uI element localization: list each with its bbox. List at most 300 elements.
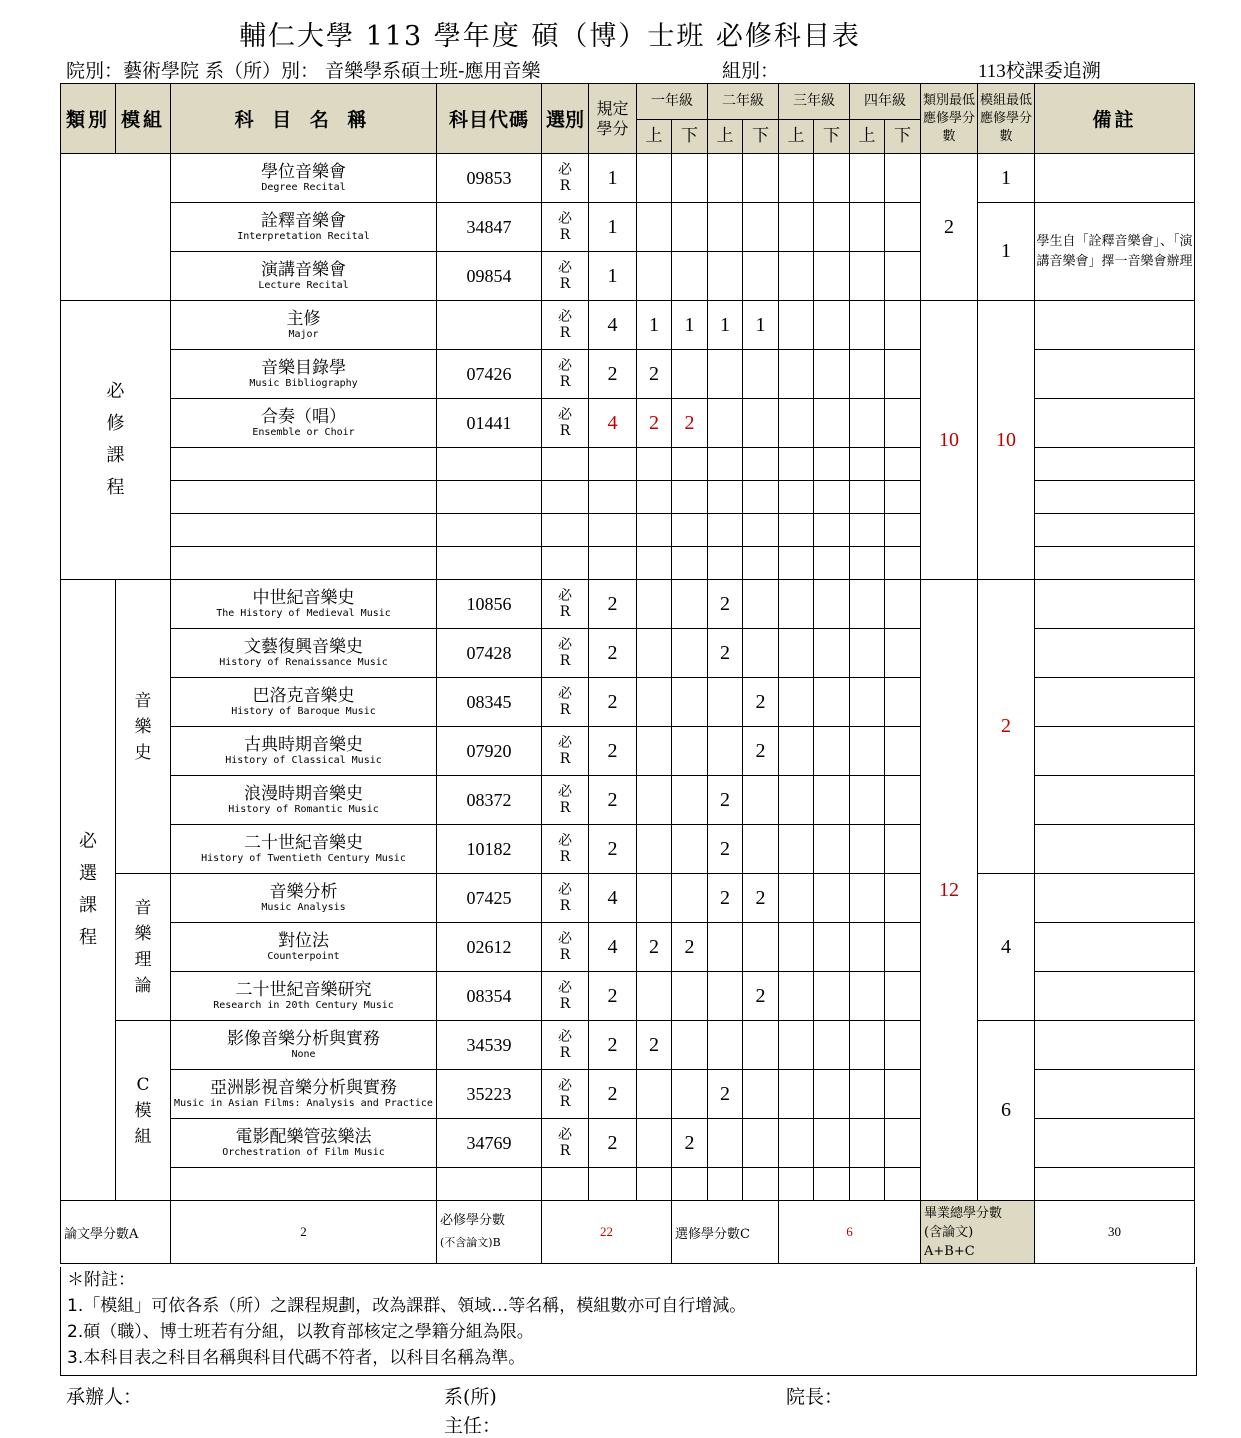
course-table — [60, 83, 1195, 1264]
remark-cell — [1035, 629, 1195, 678]
select-cell — [542, 727, 589, 776]
course-name-cell — [171, 252, 437, 301]
course-code — [437, 301, 542, 350]
semester-credit — [850, 1070, 885, 1119]
semester-credit — [672, 203, 708, 252]
select-cell — [542, 629, 589, 678]
semester-credit — [672, 776, 708, 825]
semester-credit: 2 — [708, 874, 743, 923]
empty-cell — [437, 448, 542, 481]
course-name-en: Music in Asian Films: Analysis and Practice — [174, 1098, 433, 1109]
semester-credit — [814, 252, 850, 301]
semester-credit — [885, 399, 921, 448]
semester-credit — [814, 350, 850, 399]
semester-credit — [743, 350, 779, 399]
required-sub: (不含論文)B — [440, 1236, 501, 1249]
table-row — [61, 203, 1195, 252]
semester-credit — [885, 1070, 921, 1119]
semester-credit — [637, 776, 672, 825]
course-name-cell — [171, 580, 437, 629]
header-year1: 一年級 — [637, 84, 708, 120]
header-course-code: 科目代碼 — [437, 84, 542, 154]
empty-cell — [708, 448, 743, 481]
course-code: 08372 — [437, 776, 542, 825]
header-select: 選別 — [542, 84, 589, 154]
semester-credit — [814, 1021, 850, 1070]
page-title: 輔仁大學 113 學年度 碩（博）士班 必修科目表 — [239, 21, 861, 52]
course-name-en: Music Bibliography — [249, 378, 358, 389]
course-code: 01441 — [437, 399, 542, 448]
compulsory-cat-min: 10 — [921, 301, 978, 580]
semester-credit — [743, 1070, 779, 1119]
empty-cell — [708, 481, 743, 514]
course-credits: 2 — [589, 580, 637, 629]
course-code: 10856 — [437, 580, 542, 629]
semester-credit — [779, 678, 814, 727]
semester-credit — [814, 1070, 850, 1119]
semester-credit — [637, 580, 672, 629]
committee-stamp: 113校課委追溯 — [978, 61, 1101, 82]
course-credits: 2 — [589, 776, 637, 825]
semester-credit — [850, 776, 885, 825]
semester-credit — [814, 629, 850, 678]
empty-cell — [171, 1168, 437, 1201]
course-credits: 2 — [589, 678, 637, 727]
semester-credit — [779, 350, 814, 399]
empty-cell — [743, 481, 779, 514]
compulsory-section-label — [61, 301, 171, 580]
semester-credit — [637, 252, 672, 301]
remark-cell — [1035, 514, 1195, 547]
table-row — [61, 580, 1195, 629]
note-item: 1.「模組」可依各系（所）之課程規劃，改為課群、領域…等名稱，模組數亦可自行增減。 — [67, 1296, 747, 1316]
empty-cell — [885, 448, 921, 481]
empty-cell — [171, 547, 437, 580]
header-mod-min: 模組最低應修學分數 — [978, 84, 1035, 154]
course-code: 02612 — [437, 923, 542, 972]
semester-credit — [814, 825, 850, 874]
empty-cell — [672, 481, 708, 514]
course-credits: 4 — [589, 923, 637, 972]
course-name-cell — [171, 1070, 437, 1119]
semester-credit — [885, 1119, 921, 1168]
course-name: 音樂目錄學 — [261, 358, 346, 378]
semester-credit — [814, 580, 850, 629]
semester-credit — [850, 154, 885, 203]
semester-credit — [850, 825, 885, 874]
semester-credit — [708, 203, 743, 252]
course-name-cell — [171, 1021, 437, 1070]
header-course-name: 科 目 名 稱 — [171, 84, 437, 154]
semester-credit: 1 — [637, 301, 672, 350]
select-cell — [542, 252, 589, 301]
empty-cell — [779, 448, 814, 481]
section-label: 必選課程 — [79, 831, 97, 948]
semester-credit — [779, 727, 814, 776]
semester-credit — [779, 154, 814, 203]
select-type: 必R — [558, 637, 572, 669]
semester-credit — [637, 154, 672, 203]
select-type: 必R — [558, 980, 572, 1012]
elective-section-label — [61, 580, 116, 1201]
course-name-cell — [171, 972, 437, 1021]
course-name-en: Interpretation Recital — [237, 231, 370, 242]
course-name-en: The History of Medieval Music — [216, 608, 391, 619]
remark-cell — [1035, 1119, 1195, 1168]
course-name-en: History of Baroque Music — [231, 706, 376, 717]
empty-cell — [779, 547, 814, 580]
semester-credit — [814, 203, 850, 252]
course-name-cell — [171, 874, 437, 923]
course-name-cell — [171, 825, 437, 874]
semester-credit — [850, 399, 885, 448]
course-credits: 2 — [589, 727, 637, 776]
empty-cell — [779, 481, 814, 514]
semester-credit — [743, 923, 779, 972]
empty-cell — [743, 1168, 779, 1201]
semester-credit — [885, 727, 921, 776]
semester-credit — [885, 776, 921, 825]
semester-credit — [885, 825, 921, 874]
header-remarks: 備註 — [1035, 84, 1195, 154]
select-type: 必R — [558, 162, 572, 194]
course-name-cell — [171, 350, 437, 399]
semester-credit: 2 — [708, 629, 743, 678]
semester-credit: 2 — [708, 776, 743, 825]
table-row — [61, 301, 1195, 350]
course-name-en: History of Twentieth Century Music — [201, 853, 406, 864]
signature-dept: 系(所) — [444, 1386, 497, 1408]
module-label — [116, 874, 171, 1021]
select-cell — [542, 350, 589, 399]
select-type: 必R — [558, 686, 572, 718]
module-label — [116, 580, 171, 874]
course-name-cell — [171, 678, 437, 727]
semester-credit — [779, 399, 814, 448]
course-name-en: Ensemble or Choir — [252, 427, 355, 438]
course-name-cell — [171, 154, 437, 203]
select-cell — [542, 678, 589, 727]
header-y4-lower: 下 — [885, 120, 921, 154]
semester-credit — [637, 1119, 672, 1168]
header-module: 模組 — [116, 84, 171, 154]
table-row — [61, 154, 1195, 203]
semester-credit — [743, 154, 779, 203]
semester-credit — [672, 154, 708, 203]
course-code: 07426 — [437, 350, 542, 399]
empty-cell — [779, 1168, 814, 1201]
remark-cell — [1035, 727, 1195, 776]
header-y4-upper: 上 — [850, 120, 885, 154]
semester-credit: 2 — [708, 1070, 743, 1119]
select-cell — [542, 301, 589, 350]
signature-handler: 承辦人： — [66, 1386, 143, 1408]
elective-credits-value: 6 — [779, 1201, 921, 1264]
course-credits: 2 — [589, 629, 637, 678]
section-label: 音樂史 — [134, 690, 152, 763]
semester-credit — [885, 350, 921, 399]
course-credits: 1 — [589, 203, 637, 252]
select-cell — [542, 580, 589, 629]
course-name-en: Degree Recital — [261, 182, 346, 193]
semester-credit — [885, 874, 921, 923]
semester-credit — [885, 301, 921, 350]
semester-credit — [708, 399, 743, 448]
elective-cat-min: 12 — [921, 580, 978, 1201]
semester-credit — [708, 678, 743, 727]
remark-cell — [1035, 776, 1195, 825]
semester-credit — [743, 203, 779, 252]
semester-credit — [885, 580, 921, 629]
semester-credit: 2 — [743, 874, 779, 923]
semester-credit — [850, 923, 885, 972]
thesis-credits-label: 論文學分數A — [61, 1201, 171, 1264]
semester-credit — [779, 923, 814, 972]
course-credits: 4 — [589, 399, 637, 448]
empty-cell — [814, 481, 850, 514]
select-cell — [542, 399, 589, 448]
semester-credit — [743, 252, 779, 301]
semester-credit: 2 — [672, 1119, 708, 1168]
empty-cell — [637, 514, 672, 547]
semester-credit: 1 — [743, 301, 779, 350]
semester-credit — [814, 972, 850, 1021]
select-type: 必R — [558, 309, 572, 341]
empty-cell — [885, 514, 921, 547]
semester-credit — [672, 580, 708, 629]
empty-cell — [672, 514, 708, 547]
course-credits: 2 — [589, 972, 637, 1021]
empty-cell — [708, 1168, 743, 1201]
select-cell — [542, 874, 589, 923]
course-name-cell — [171, 776, 437, 825]
semester-credit — [779, 301, 814, 350]
semester-credit — [850, 972, 885, 1021]
course-name-cell — [171, 923, 437, 972]
course-code: 08345 — [437, 678, 542, 727]
module-min-credits: 6 — [978, 1021, 1035, 1201]
compulsory-mod-min: 10 — [978, 301, 1035, 580]
empty-cell — [437, 547, 542, 580]
empty-cell — [850, 1168, 885, 1201]
empty-cell — [437, 1168, 542, 1201]
table-row — [61, 1021, 1195, 1070]
select-cell — [542, 1070, 589, 1119]
course-name: 合奏（唱） — [261, 407, 346, 427]
semester-credit — [637, 825, 672, 874]
course-name: 二十世紀音樂研究 — [235, 980, 372, 1000]
semester-credit: 2 — [637, 1021, 672, 1070]
empty-cell — [850, 448, 885, 481]
empty-cell — [814, 514, 850, 547]
recital-mod-min-2: 1 — [978, 203, 1035, 301]
semester-credit: 1 — [708, 301, 743, 350]
empty-cell — [885, 1168, 921, 1201]
college-dept-label: 院別：藝術學院 系（所）別： 音樂學系碩士班-應用音樂 — [66, 60, 541, 82]
header-y1-upper: 上 — [637, 120, 672, 154]
select-type: 必R — [558, 211, 572, 243]
header-year2: 二年級 — [708, 84, 779, 120]
empty-cell — [708, 514, 743, 547]
empty-cell — [542, 448, 589, 481]
semester-credit — [637, 874, 672, 923]
semester-credit — [637, 629, 672, 678]
empty-cell — [637, 1168, 672, 1201]
signature-dean: 院長： — [786, 1386, 844, 1408]
semester-credit — [637, 203, 672, 252]
semester-credit — [708, 923, 743, 972]
empty-cell — [542, 514, 589, 547]
course-credits: 1 — [589, 154, 637, 203]
semester-credit — [885, 252, 921, 301]
course-code: 34539 — [437, 1021, 542, 1070]
course-name: 對位法 — [278, 931, 329, 951]
header-year3: 三年級 — [779, 84, 850, 120]
semester-credit — [779, 252, 814, 301]
select-type: 必R — [558, 1029, 572, 1061]
semester-credit — [637, 678, 672, 727]
semester-credit — [850, 350, 885, 399]
semester-credit: 2 — [743, 678, 779, 727]
course-name-en: Lecture Recital — [258, 280, 349, 291]
semester-credit — [637, 1070, 672, 1119]
note-item: 2.碩（職）、博士班若有分組，以教育部核定之學籍分組為限。 — [67, 1322, 534, 1342]
course-credits: 4 — [589, 301, 637, 350]
semester-credit — [814, 301, 850, 350]
semester-credit — [708, 350, 743, 399]
remark-cell — [1035, 350, 1195, 399]
semester-credit — [672, 874, 708, 923]
semester-credit — [814, 923, 850, 972]
empty-cell — [850, 481, 885, 514]
module-label — [116, 1021, 171, 1201]
semester-credit — [743, 1021, 779, 1070]
note-item: 3.本科目表之科目名稱與科目代碼不符者，以科目名稱為準。 — [67, 1348, 526, 1368]
empty-cell — [637, 547, 672, 580]
graduation-credits-label — [921, 1201, 1035, 1264]
semester-credit — [850, 629, 885, 678]
course-name: 古典時期音樂史 — [244, 735, 363, 755]
semester-credit — [850, 678, 885, 727]
course-name: 電影配樂管弦樂法 — [235, 1127, 372, 1147]
remark-cell — [1035, 1168, 1195, 1201]
section-label: C模組 — [134, 1074, 152, 1147]
semester-credit — [779, 203, 814, 252]
semester-credit — [779, 1070, 814, 1119]
empty-cell — [637, 448, 672, 481]
semester-credit — [672, 629, 708, 678]
semester-credit — [743, 825, 779, 874]
empty-cell — [171, 481, 437, 514]
semester-credit: 2 — [672, 399, 708, 448]
select-cell — [542, 825, 589, 874]
required-credits-label — [437, 1201, 542, 1264]
remark-cell — [1035, 301, 1195, 350]
course-code: 34847 — [437, 203, 542, 252]
recital-mod-min-1: 1 — [978, 154, 1035, 203]
semester-credit: 2 — [672, 923, 708, 972]
select-type: 必R — [558, 1127, 572, 1159]
semester-credit: 1 — [672, 301, 708, 350]
remark-cell — [1035, 1070, 1195, 1119]
header-credits: 規定學分 — [589, 84, 637, 154]
course-code: 08354 — [437, 972, 542, 1021]
semester-credit — [850, 1021, 885, 1070]
course-name: 中世紀音樂史 — [252, 588, 355, 608]
empty-cell — [589, 514, 637, 547]
select-type: 必R — [558, 735, 572, 767]
course-name: 演講音樂會 — [261, 260, 346, 280]
course-credits: 1 — [589, 252, 637, 301]
header-year4: 四年級 — [850, 84, 921, 120]
section-label: 音樂理論 — [134, 898, 152, 996]
empty-cell — [814, 1168, 850, 1201]
empty-cell — [743, 514, 779, 547]
empty-cell — [589, 547, 637, 580]
course-code: 10182 — [437, 825, 542, 874]
course-name-en: Music Analysis — [261, 902, 346, 913]
semester-credit: 2 — [743, 727, 779, 776]
empty-cell — [542, 481, 589, 514]
header-y3-lower: 下 — [814, 120, 850, 154]
select-cell — [542, 1119, 589, 1168]
semester-credit — [814, 399, 850, 448]
semester-credit — [885, 203, 921, 252]
course-name-en: Orchestration of Film Music — [222, 1147, 385, 1158]
course-name-en: History of Romantic Music — [228, 804, 379, 815]
course-name: 二十世紀音樂史 — [244, 833, 363, 853]
semester-credit: 2 — [708, 825, 743, 874]
semester-credit — [672, 252, 708, 301]
select-type: 必R — [558, 931, 572, 963]
course-credits: 2 — [589, 1070, 637, 1119]
remark-cell — [1035, 580, 1195, 629]
course-code: 34769 — [437, 1119, 542, 1168]
select-cell — [542, 154, 589, 203]
course-name-cell — [171, 727, 437, 776]
empty-cell — [814, 448, 850, 481]
empty-cell — [779, 514, 814, 547]
semester-credit — [672, 972, 708, 1021]
course-name: 文藝復興音樂史 — [244, 637, 363, 657]
semester-credit — [743, 399, 779, 448]
select-type: 必R — [558, 1078, 572, 1110]
semester-credit — [850, 1119, 885, 1168]
semester-credit — [779, 1021, 814, 1070]
totals-row — [61, 1201, 1195, 1264]
notes-box — [60, 1267, 1197, 1376]
empty-cell — [814, 547, 850, 580]
remark-cell — [1035, 1021, 1195, 1070]
select-type: 必R — [558, 784, 572, 816]
semester-credit — [885, 154, 921, 203]
select-type: 必R — [558, 588, 572, 620]
semester-credit — [850, 252, 885, 301]
remark-cell — [1035, 154, 1195, 203]
course-credits: 2 — [589, 825, 637, 874]
select-cell — [542, 203, 589, 252]
section-label: 必修課程 — [106, 381, 125, 498]
empty-cell — [672, 547, 708, 580]
semester-credit — [779, 776, 814, 825]
recital-remark: 學生自「詮釋音樂會」、「演講音樂會」擇一音樂會辦理 — [1035, 203, 1195, 301]
elective-credits-label: 選修學分數C — [672, 1201, 779, 1264]
empty-cell — [743, 448, 779, 481]
semester-credit — [708, 1119, 743, 1168]
select-type: 必R — [558, 833, 572, 865]
remark-cell — [1035, 825, 1195, 874]
semester-credit — [743, 629, 779, 678]
